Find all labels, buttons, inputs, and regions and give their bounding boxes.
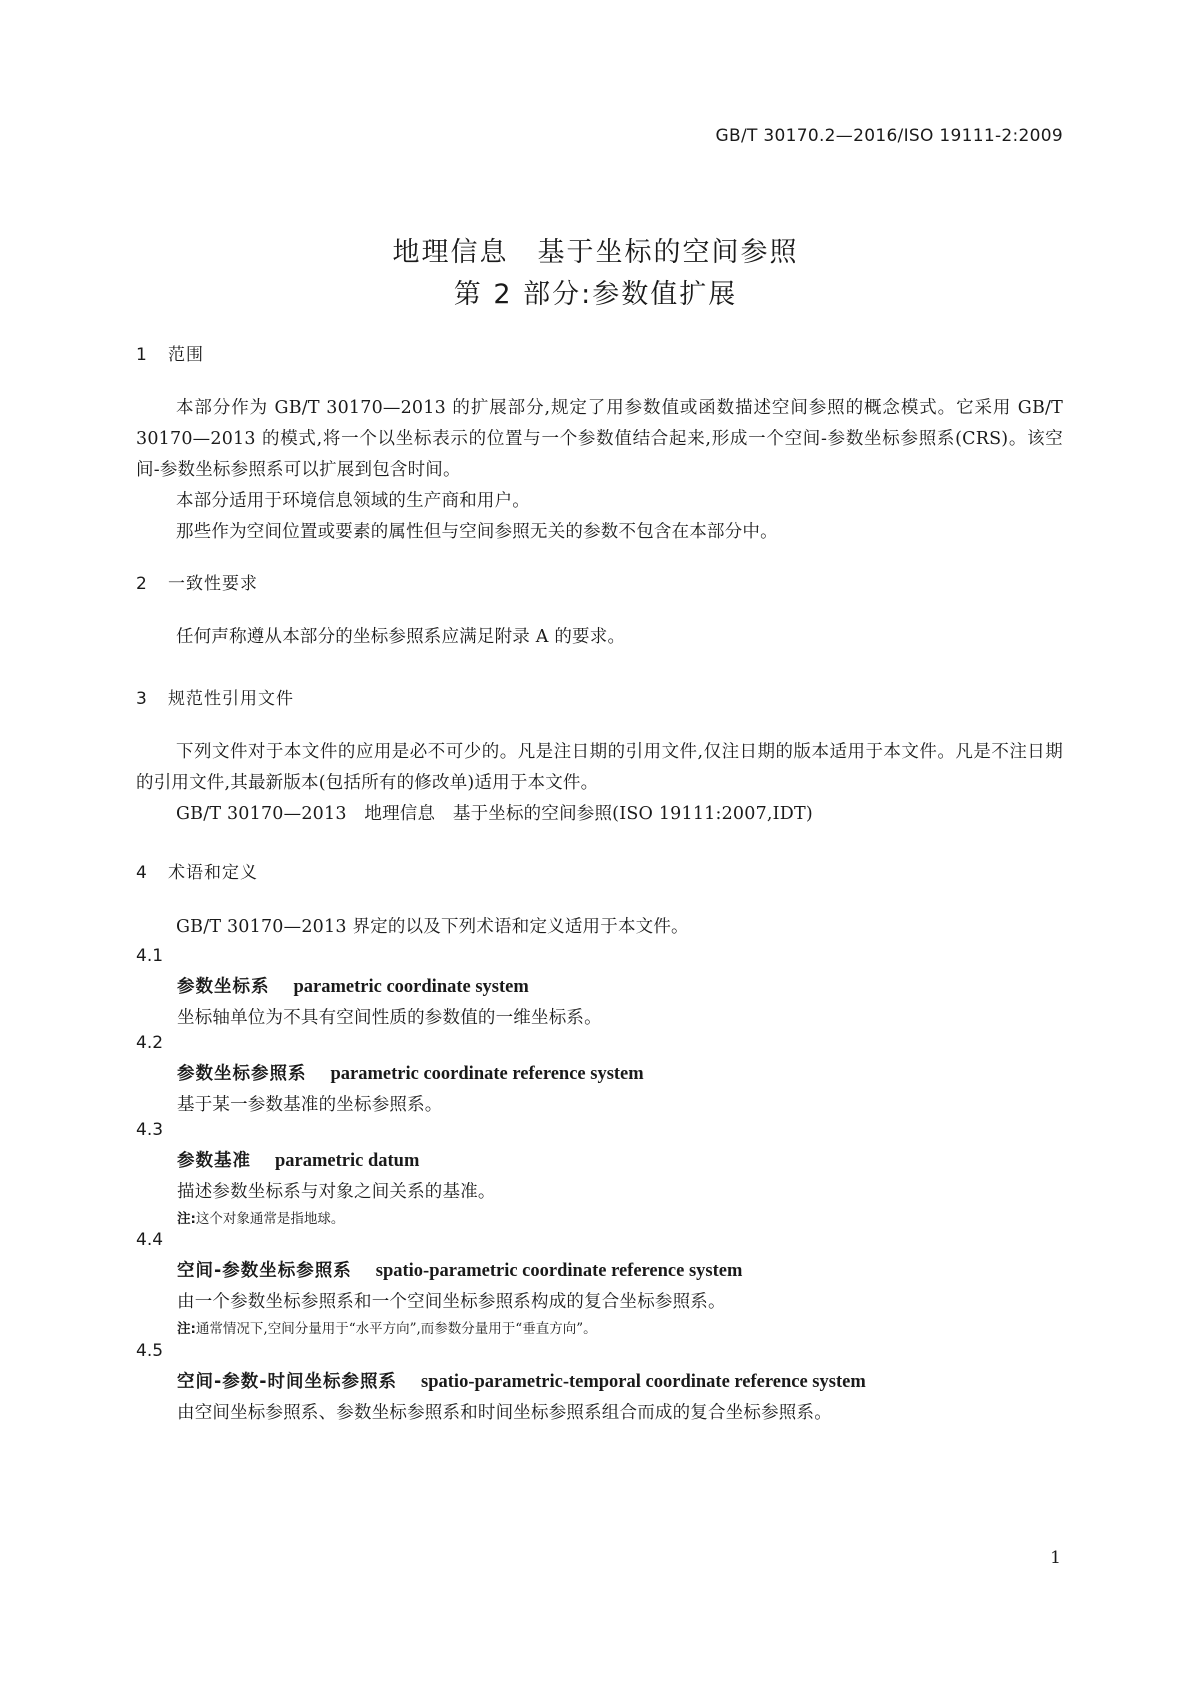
section-4-title: 术语和定义 (168, 863, 258, 883)
section-3-title: 规范性引用文件 (168, 689, 294, 709)
term-english: spatio-parametric-temporal coordinate reference system (421, 1372, 866, 1392)
note-label: 注: (177, 1321, 196, 1337)
term-chinese: 空间-参数坐标参照系 (177, 1261, 352, 1281)
section-4-paragraph-1: GB/T 30170—2013 界定的以及下列术语和定义适用于本文件。 (176, 917, 689, 937)
term-heading (177, 1060, 644, 1085)
note-label: 注: (177, 1211, 196, 1227)
term-number: 4.4 (136, 1230, 164, 1250)
page-number: 1 (1050, 1548, 1061, 1568)
term-heading (177, 1368, 866, 1393)
section-1-paragraph-1: 本部分作为 GB/T 30170—2013 的扩展部分,规定了用参数值或函数描述空间参照的概念模式。它采用 GB/T 30170—2013 的模式,将一个以坐标表示的位置与一个参数值结合起来,形成一个空间-参数坐标参照系(CRS)。该空间-参数坐标参照系可以扩展到包含时间。 (136, 398, 1063, 480)
section-2-number: 2 (136, 574, 148, 594)
term-chinese: 参数基准 (177, 1151, 251, 1171)
term-heading (177, 973, 529, 998)
term-number: 4.1 (136, 946, 164, 966)
term-number: 4.5 (136, 1341, 164, 1361)
section-1-paragraph-2: 本部分适用于环境信息领域的生产商和用户。 (176, 491, 530, 511)
term-note (177, 1317, 597, 1337)
section-2-title: 一致性要求 (168, 574, 258, 594)
term-english: parametric coordinate system (293, 977, 529, 997)
document-title-line-2: 第 2 部分:参数值扩展 (453, 279, 738, 310)
term-english: parametric coordinate reference system (330, 1064, 644, 1084)
term-chinese: 参数坐标系 (177, 977, 270, 997)
term-note (177, 1207, 344, 1227)
section-2-heading (136, 569, 258, 594)
note-text: 通常情况下,空间分量用于“水平方向”,而参数分量用于“垂直方向”。 (195, 1321, 597, 1337)
section-1-paragraph-3: 那些作为空间位置或要素的属性但与空间参照无关的参数不包含在本部分中。 (176, 522, 778, 542)
term-chinese: 空间-参数-时间坐标参照系 (177, 1372, 398, 1392)
term-definition: 描述参数坐标系与对象之间关系的基准。 (177, 1182, 496, 1202)
term-definition: 坐标轴单位为不具有空间性质的参数值的一维坐标系。 (177, 1008, 602, 1028)
section-4-heading (136, 858, 258, 883)
term-number: 4.2 (136, 1033, 164, 1053)
standard-code: GB/T 30170.2—2016/ISO 19111-2:2009 (715, 126, 1063, 146)
term-number: 4.3 (136, 1120, 164, 1140)
section-2-paragraph-1: 任何声称遵从本部分的坐标参照系应满足附录 A 的要求。 (176, 627, 626, 647)
term-chinese: 参数坐标参照系 (177, 1064, 307, 1084)
term-english: spatio-parametric coordinate reference system (375, 1261, 743, 1281)
section-1-heading (136, 340, 204, 365)
note-text: 这个对象通常是指地球。 (195, 1211, 345, 1227)
section-1-number: 1 (136, 345, 148, 365)
section-3-number: 3 (136, 689, 148, 709)
normative-reference-item: GB/T 30170—2013 地理信息 基于坐标的空间参照(ISO 19111:2007,IDT) (176, 804, 813, 824)
section-3-heading (136, 684, 294, 709)
document-title-line-1: 地理信息 基于坐标的空间参照 (392, 237, 799, 268)
section-4-number: 4 (136, 863, 148, 883)
term-definition: 由一个参数坐标参照系和一个空间坐标参照系构成的复合坐标参照系。 (177, 1292, 726, 1312)
section-3-paragraph-1: 下列文件对于本文件的应用是必不可少的。凡是注日期的引用文件,仅注日期的版本适用于本文件。凡是不注日期的引用文件,其最新版本(包括所有的修改单)适用于本文件。 (136, 742, 1063, 793)
section-1-title: 范围 (168, 345, 204, 365)
term-heading (177, 1147, 419, 1172)
term-english: parametric datum (275, 1151, 420, 1171)
term-definition: 由空间坐标参照系、参数坐标参照系和时间坐标参照系组合而成的复合坐标参照系。 (177, 1403, 832, 1423)
term-heading (177, 1257, 742, 1282)
term-definition: 基于某一参数基准的坐标参照系。 (177, 1095, 443, 1115)
